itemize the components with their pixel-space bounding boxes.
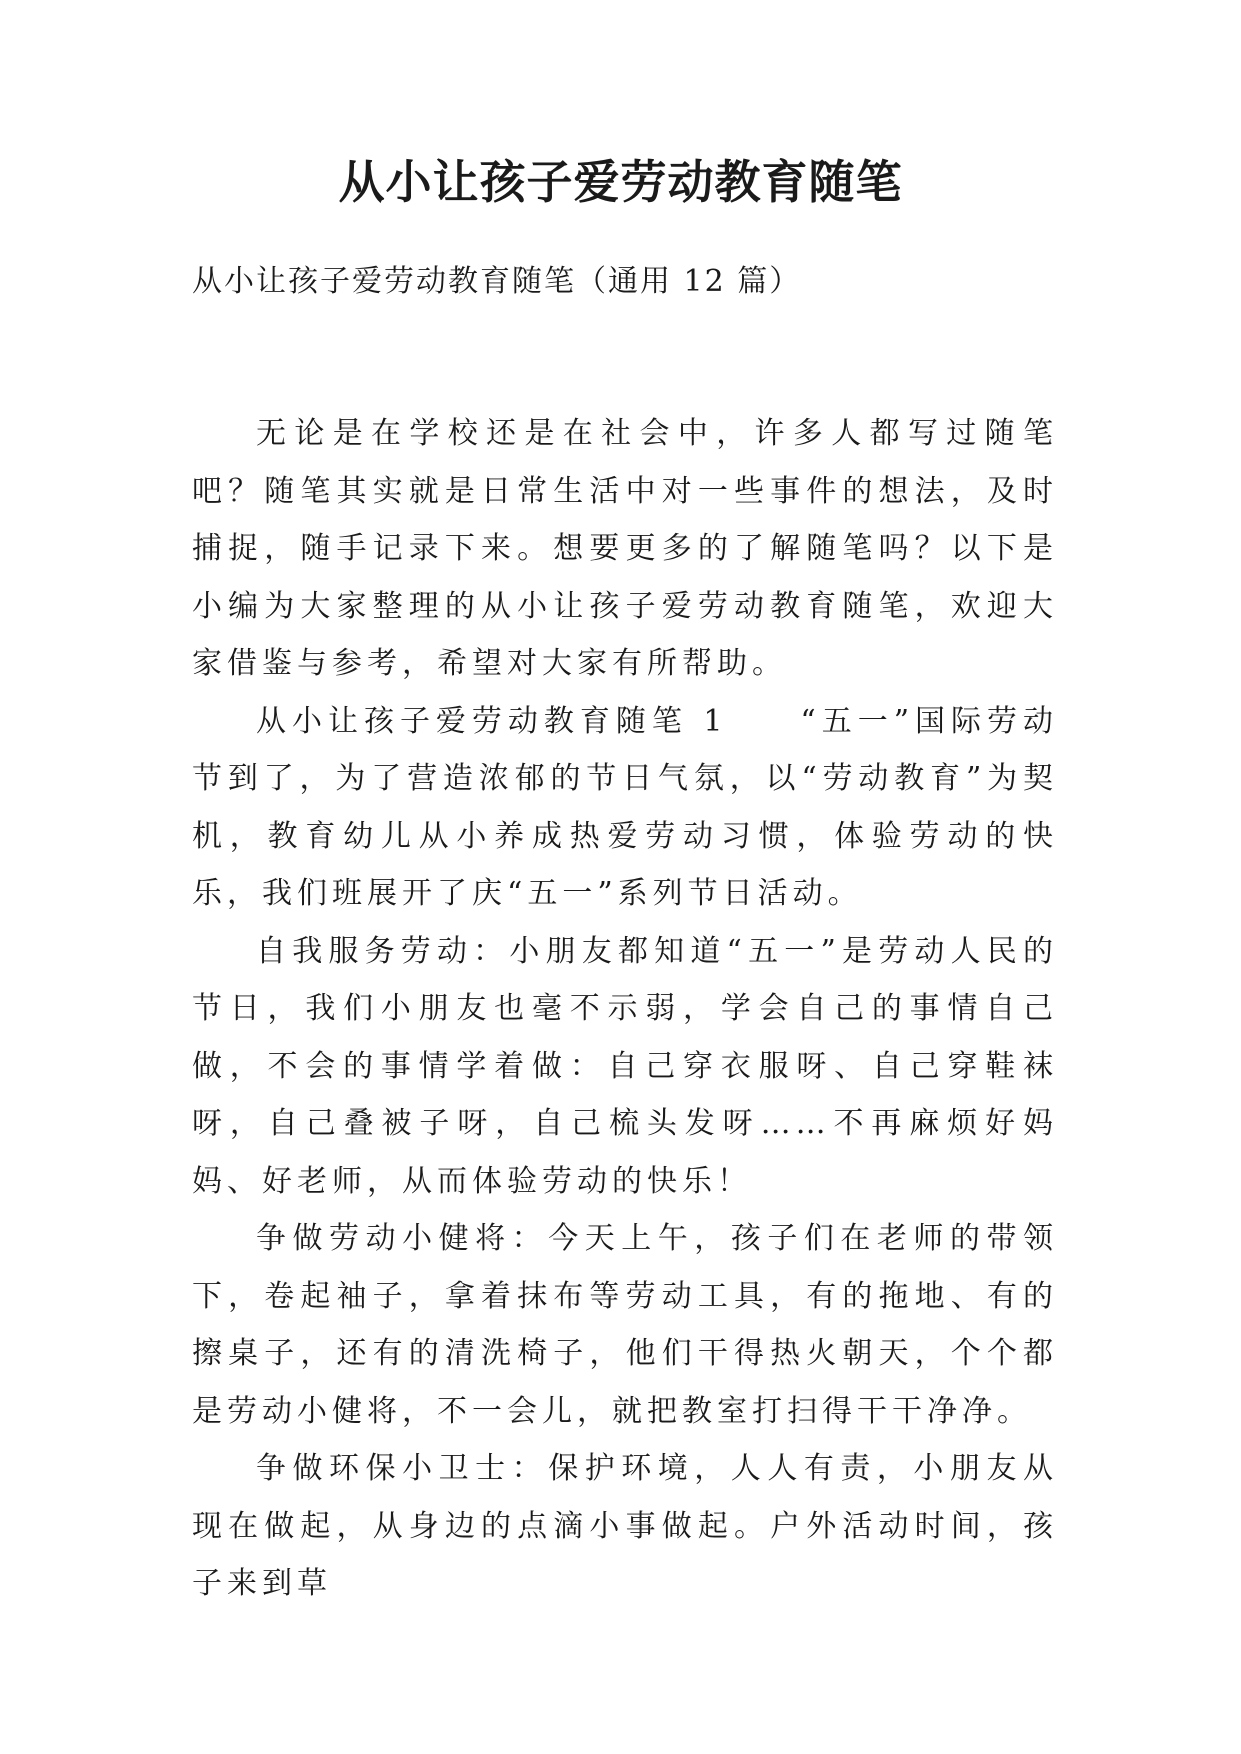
document-subtitle: 从小让孩子爱劳动教育随笔（通用 12 篇） <box>192 264 802 299</box>
paragraph-self-service: 自我服务劳动：小朋友都知道“五一”是劳动人民的节日，我们小朋友也毫不示弱，学会自己的事情自己做，不会的事情学着做：自己穿衣服呀、自己穿鞋袜呀，自己叠被子呀，自己梳头发呀……不再麻烦好妈妈、好老师，从而体验劳动的快乐！ <box>192 933 1058 1199</box>
document-title: 从小让孩子爱劳动教育随笔 <box>338 155 903 209</box>
paragraph-essay-1-opening: 从小让孩子爱劳动教育随笔 1 “五一”国际劳动节到了，为了营造浓郁的节日气氛，以“劳动教育”为契机，教育幼儿从小养成热爱劳动习惯，体验劳动的快乐，我们班展开了庆“五一”系列节日活动。 <box>192 703 1058 911</box>
paragraph-labor-champion: 争做劳动小健将：今天上午，孩子们在老师的带领下，卷起袖子，拿着抹布等劳动工具，有的拖地、有的擦桌子，还有的清洗椅子，他们干得热火朝天，个个都是劳动小健将，不一会儿，就把教室打扫得干干净净。 <box>192 1221 1058 1429</box>
paragraph-intro: 无论是在学校还是在社会中，许多人都写过随笔吧？随笔其实就是日常生活中对一些事件的想法，及时捕捉，随手记录下来。想要更多的了解随笔吗？以下是小编为大家整理的从小让孩子爱劳动教育随笔，欢迎大家借鉴与参考，希望对大家有所帮助。 <box>192 416 1058 681</box>
paragraph-eco-guardian: 争做环保小卫士：保护环境，人人有责，小朋友从现在做起，从身边的点滴小事做起。户外活动时间，孩子来到草 <box>192 1451 1058 1601</box>
document-body <box>192 405 1058 1613</box>
